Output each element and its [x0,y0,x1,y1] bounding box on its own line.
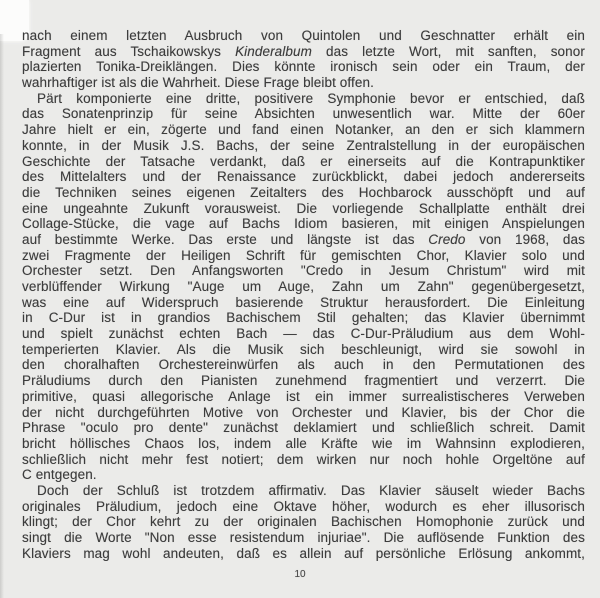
text-line [22,514,585,530]
text-line [22,91,585,107]
text-segment: Collage-Stücke, die vage auf Bachs Idiom basieren, mit einigen Anspielungen [22,216,585,232]
text-segment: Präludiums durch den Pianisten zunehmend fragmentiert und verzerrt. Die [22,373,585,389]
text-segment: konnte, in der Musik J.S. Bachs, der seine Zentralstellung in der europäischen [22,137,585,153]
text-segment: Phrase "oculo pro dente" zunächst deklamiert und schließlich schreit. Damit [22,420,585,436]
text-segment: von 1968, das [465,231,585,247]
text-line [22,263,585,279]
text-line [22,279,585,295]
page-number: 10 [294,569,306,580]
text-segment: was eine auf Widerspruch basierende Struktur herausfordert. Die Einleitung [22,294,585,310]
text-segment: des Mittelalters und der Renaissance zurückblickt, dabei jedoch andererseits [22,169,585,185]
text-line [22,28,585,44]
scan-edge-shadow [0,34,4,598]
text-segment: zwei Fragmente der Heiligen Schrift für gemischten Chor, Klavier solo und [22,247,585,263]
text-segment: eine ungeahnte Zukunft vorausweist. Die vorliegende Schallplatte enthält drei [22,200,585,216]
text-segment: verblüffender Wirkung "Auge um Auge, Zahn um Zahn" gegenübergesetzt, [22,279,585,294]
text-segment: Jahre hielt er ein, zögerte und fand einen Notanker, an den er sich klammern [22,122,585,138]
body-text [22,28,585,561]
text-line [22,122,585,138]
text-segment: singt die Worte "Non esse resistendum injuriae". Die auflösende Funktion des [22,530,585,545]
text-segment: Klaviers mag wohl andeuten, daß es allein auf persönliche Erlösung ankommt, [22,545,585,561]
text-line [22,59,585,75]
text-segment: und spielt zunächst echten Bach — das C-Dur-Präludium aus dem Wohl- [22,326,585,342]
text-segment: bricht höllisches Chaos los, indem alle Kräfte wie im Wahnsinn explodieren, [22,435,585,451]
text-segment: Geschichte der Tatsache verdankt, daß er einerseits auf die Kontrapunktiker [22,153,585,169]
text-segment: C entgegen. [22,467,97,483]
text-segment: Pärt komponierte eine dritte, positivere Symphonie bevor er entschied, daß [37,90,585,106]
text-segment: Orchester setzt. Den Anfangsworten "Credo in Jesum Christum" wird mit [22,263,585,279]
text-line [22,420,585,436]
text-segment: originales Präludium, jedoch eine Oktave höher, wodurch es eher illusorisch [22,498,585,514]
text-line [22,106,585,122]
text-line [22,452,585,468]
text-segment: Fragment aus Tschaikowskys [22,43,236,59]
text-line [22,373,585,389]
text-line [22,138,585,154]
text-segment: der nicht durchgeführten Motive von Orchester und Klavier, bis der Chor die [22,404,585,420]
text-line [22,483,585,499]
text-line [22,405,585,421]
text-segment: wahrhaftiger ist als die Wahrheit. Diese Frage bleibt offen. [22,75,374,91]
text-line [22,169,585,185]
text-line [22,75,585,91]
italic-text-segment: Kinderalbum [235,43,312,59]
text-segment: in C-Dur ist in grandios Bachischem Stil gehalten; das Klavier übernimmt [22,310,585,326]
text-segment: den choralhaften Orchestereinwürfen als auch in den Permutationen des [22,357,585,373]
text-line [22,232,585,248]
text-line [22,248,585,264]
text-segment: temperierten Klavier. Als die Musik sich beschleunigt, wird sie sowohl in [22,341,585,357]
text-line [22,295,585,311]
text-line [22,342,585,358]
text-segment: das letzte Wort, mit sanften, sonor [311,43,585,59]
text-line [22,185,585,201]
text-segment: schließlich nicht mehr fest notiert; dem wirken nur noch hohle Orgeltöne auf [22,451,585,467]
text-line [22,389,585,405]
italic-text-segment: Credo [428,231,466,247]
paragraph-1 [22,28,585,91]
text-line [22,310,585,326]
text-line [22,467,585,483]
paragraph-2 [22,91,585,483]
text-segment: auf bestimmte Werke. Das erste und längste ist das [22,231,429,247]
text-segment: primitive, quasi allegorische Anlage ist ein immer surrealistischeres Verweben [22,388,585,404]
text-line [22,216,585,232]
text-line [22,44,585,60]
text-line [22,357,585,373]
text-segment: nach einem letzten Ausbruch von Quintolen und Geschnatter erhält ein [22,28,585,43]
text-line [22,201,585,217]
text-line [22,499,585,515]
text-line [22,436,585,452]
paragraph-3 [22,483,585,561]
text-segment: klingt; der Chor kehrt zu der originalen Bachischen Homophonie zurück und [22,514,585,530]
text-segment: die Techniken seines eigenen Zeitalters des Hochbarock ausschöpft und auf [22,184,585,200]
text-segment: das Sonatenprinzip für seine Absichten unwesentlich war. Mitte der 60er [22,106,585,122]
text-line [22,530,585,546]
text-segment: Doch der Schluß ist trotzdem affirmativ. Das Klavier säuselt wieder Bachs [37,482,585,498]
text-segment: plazierten Tonika-Dreiklängen. Dies könnte ironisch sein oder ein Traum, der [22,59,585,75]
text-line [22,546,585,562]
text-line [22,326,585,342]
text-line [22,154,585,170]
